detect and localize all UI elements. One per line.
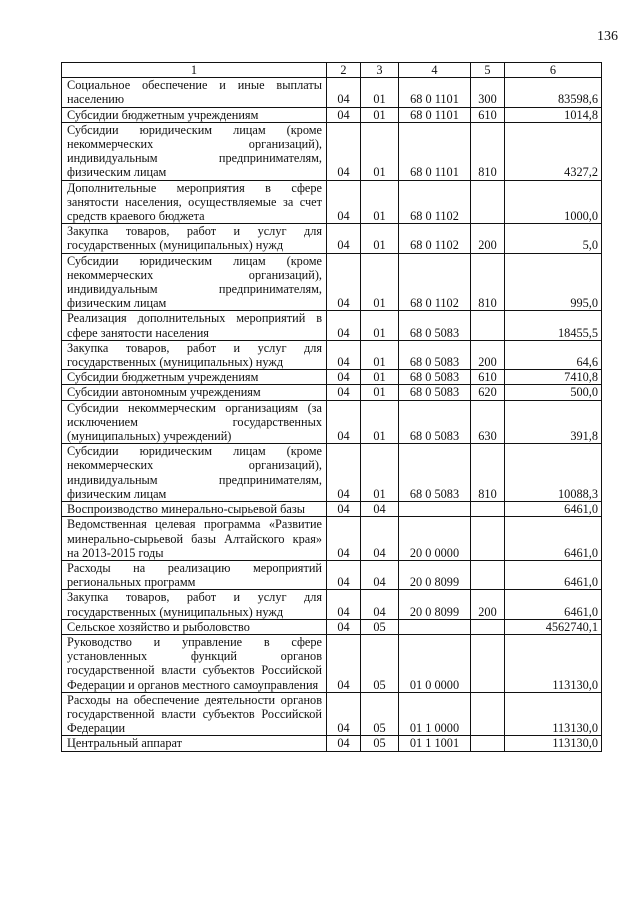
expense-type-code (471, 311, 505, 340)
column-header: 6 (505, 63, 602, 78)
target-article-code: 68 0 1101 (399, 122, 471, 180)
target-article-code: 68 0 1102 (399, 253, 471, 311)
table-row (62, 736, 602, 751)
expense-type-code: 300 (471, 78, 505, 107)
table-row (62, 78, 602, 107)
section-code: 04 (327, 400, 361, 444)
row-name: Субсидии юридическим лицам (кроме некоммерческих организаций), индивидуальным предпринимателям, физическим лицам (62, 444, 327, 502)
section-code: 04 (327, 253, 361, 311)
amount: 391,8 (505, 400, 602, 444)
amount: 1000,0 (505, 180, 602, 224)
section-code: 04 (327, 107, 361, 122)
target-article-code: 68 0 5083 (399, 385, 471, 400)
section-code: 04 (327, 224, 361, 253)
row-name: Сельское хозяйство и рыболовство (62, 619, 327, 634)
expense-type-code: 610 (471, 370, 505, 385)
amount: 113130,0 (505, 634, 602, 692)
section-code: 04 (327, 180, 361, 224)
row-name: Социальное обеспечение и иные выплаты населению (62, 78, 327, 107)
column-header: 4 (399, 63, 471, 78)
target-article-code: 68 0 5083 (399, 340, 471, 369)
subsection-code: 05 (361, 634, 399, 692)
target-article-code: 20 0 0000 (399, 517, 471, 561)
target-article-code: 68 0 5083 (399, 444, 471, 502)
target-article-code: 01 1 0000 (399, 692, 471, 736)
budget-table (61, 62, 602, 752)
section-code: 04 (327, 619, 361, 634)
amount: 6461,0 (505, 590, 602, 619)
amount: 10088,3 (505, 444, 602, 502)
expense-type-code (471, 502, 505, 517)
row-name: Расходы на реализацию мероприятий региональных программ (62, 560, 327, 589)
target-article-code: 68 0 1102 (399, 180, 471, 224)
table-row (62, 560, 602, 589)
subsection-code: 05 (361, 692, 399, 736)
subsection-code: 01 (361, 78, 399, 107)
amount: 18455,5 (505, 311, 602, 340)
section-code: 04 (327, 692, 361, 736)
amount: 113130,0 (505, 736, 602, 751)
subsection-code: 05 (361, 736, 399, 751)
target-article-code: 01 1 1001 (399, 736, 471, 751)
row-name: Субсидии бюджетным учреждениям (62, 370, 327, 385)
target-article-code: 20 0 8099 (399, 560, 471, 589)
table-row (62, 400, 602, 444)
row-name: Дополнительные мероприятия в сфере занятости населения, осуществляемые за счет средств краевого бюджета (62, 180, 327, 224)
target-article-code: 20 0 8099 (399, 590, 471, 619)
expense-type-code (471, 560, 505, 589)
table-row (62, 224, 602, 253)
amount: 7410,8 (505, 370, 602, 385)
section-code: 04 (327, 370, 361, 385)
table-row (62, 253, 602, 311)
table-row (62, 122, 602, 180)
section-code: 04 (327, 502, 361, 517)
row-name: Закупка товаров, работ и услуг для государственных (муниципальных) нужд (62, 224, 327, 253)
section-code: 04 (327, 311, 361, 340)
target-article-code: 68 0 5083 (399, 400, 471, 444)
amount: 6461,0 (505, 517, 602, 561)
expense-type-code (471, 692, 505, 736)
row-name: Центральный аппарат (62, 736, 327, 751)
subsection-code: 04 (361, 517, 399, 561)
table-row (62, 311, 602, 340)
target-article-code (399, 619, 471, 634)
subsection-code: 01 (361, 311, 399, 340)
section-code: 04 (327, 560, 361, 589)
row-name: Субсидии юридическим лицам (кроме некоммерческих организаций), индивидуальным предпринимателям, физическим лицам (62, 122, 327, 180)
section-code: 04 (327, 444, 361, 502)
subsection-code: 01 (361, 180, 399, 224)
subsection-code: 01 (361, 444, 399, 502)
section-code: 04 (327, 590, 361, 619)
amount: 6461,0 (505, 560, 602, 589)
column-header: 5 (471, 63, 505, 78)
subsection-code: 04 (361, 560, 399, 589)
subsection-code: 04 (361, 590, 399, 619)
subsection-code: 01 (361, 340, 399, 369)
amount: 6461,0 (505, 502, 602, 517)
row-name: Субсидии юридическим лицам (кроме некоммерческих организаций), индивидуальным предпринимателям, физическим лицам (62, 253, 327, 311)
column-header: 2 (327, 63, 361, 78)
section-code: 04 (327, 78, 361, 107)
row-name: Субсидии некоммерческим организациям (за исключением государственных (муниципальных) учреждений) (62, 400, 327, 444)
row-name: Закупка товаров, работ и услуг для государственных (муниципальных) нужд (62, 590, 327, 619)
section-code: 04 (327, 340, 361, 369)
row-name: Субсидии бюджетным учреждениям (62, 107, 327, 122)
section-code: 04 (327, 517, 361, 561)
subsection-code: 01 (361, 385, 399, 400)
amount: 64,6 (505, 340, 602, 369)
amount: 500,0 (505, 385, 602, 400)
subsection-code: 01 (361, 107, 399, 122)
subsection-code: 01 (361, 253, 399, 311)
column-header: 1 (62, 63, 327, 78)
subsection-code: 05 (361, 619, 399, 634)
expense-type-code: 810 (471, 122, 505, 180)
page-number: 136 (597, 29, 618, 44)
expense-type-code: 610 (471, 107, 505, 122)
expense-type-code: 200 (471, 590, 505, 619)
subsection-code: 04 (361, 502, 399, 517)
expense-type-code (471, 736, 505, 751)
table-row (62, 619, 602, 634)
expense-type-code (471, 517, 505, 561)
amount: 995,0 (505, 253, 602, 311)
table-row (62, 590, 602, 619)
expense-type-code: 200 (471, 340, 505, 369)
row-name: Расходы на обеспечение деятельности органов государственной власти субъектов Российской Федерации (62, 692, 327, 736)
target-article-code: 68 0 5083 (399, 370, 471, 385)
amount: 4562740,1 (505, 619, 602, 634)
table-row (62, 385, 602, 400)
expense-type-code: 630 (471, 400, 505, 444)
target-article-code: 68 0 1101 (399, 78, 471, 107)
table-header-row (62, 63, 602, 78)
amount: 1014,8 (505, 107, 602, 122)
table-row (62, 517, 602, 561)
section-code: 04 (327, 736, 361, 751)
section-code: 04 (327, 122, 361, 180)
table-row (62, 340, 602, 369)
column-header: 3 (361, 63, 399, 78)
table-row (62, 444, 602, 502)
table-row (62, 692, 602, 736)
target-article-code: 68 0 5083 (399, 311, 471, 340)
subsection-code: 01 (361, 224, 399, 253)
subsection-code: 01 (361, 370, 399, 385)
row-name: Воспроизводство минерально-сырьевой базы (62, 502, 327, 517)
row-name: Закупка товаров, работ и услуг для государственных (муниципальных) нужд (62, 340, 327, 369)
subsection-code: 01 (361, 122, 399, 180)
amount: 5,0 (505, 224, 602, 253)
amount: 83598,6 (505, 78, 602, 107)
expense-type-code (471, 619, 505, 634)
target-article-code (399, 502, 471, 517)
section-code: 04 (327, 385, 361, 400)
table-row (62, 107, 602, 122)
expense-type-code: 620 (471, 385, 505, 400)
expense-type-code: 200 (471, 224, 505, 253)
table-row (62, 502, 602, 517)
subsection-code: 01 (361, 400, 399, 444)
row-name: Реализация дополнительных мероприятий в сфере занятости населения (62, 311, 327, 340)
target-article-code: 68 0 1101 (399, 107, 471, 122)
table-row (62, 634, 602, 692)
expense-type-code: 810 (471, 253, 505, 311)
expense-type-code (471, 180, 505, 224)
amount: 4327,2 (505, 122, 602, 180)
amount: 113130,0 (505, 692, 602, 736)
row-name: Руководство и управление в сфере установленных функций органов государственной власти субъектов Российской Федерации и органов местного самоуправления (62, 634, 327, 692)
target-article-code: 01 0 0000 (399, 634, 471, 692)
table-row (62, 370, 602, 385)
expense-type-code (471, 634, 505, 692)
table-row (62, 180, 602, 224)
target-article-code: 68 0 1102 (399, 224, 471, 253)
row-name: Ведомственная целевая программа «Развитие минерально-сырьевой базы Алтайского края» на 2013-2015 годы (62, 517, 327, 561)
section-code: 04 (327, 634, 361, 692)
row-name: Субсидии автономным учреждениям (62, 385, 327, 400)
expense-type-code: 810 (471, 444, 505, 502)
